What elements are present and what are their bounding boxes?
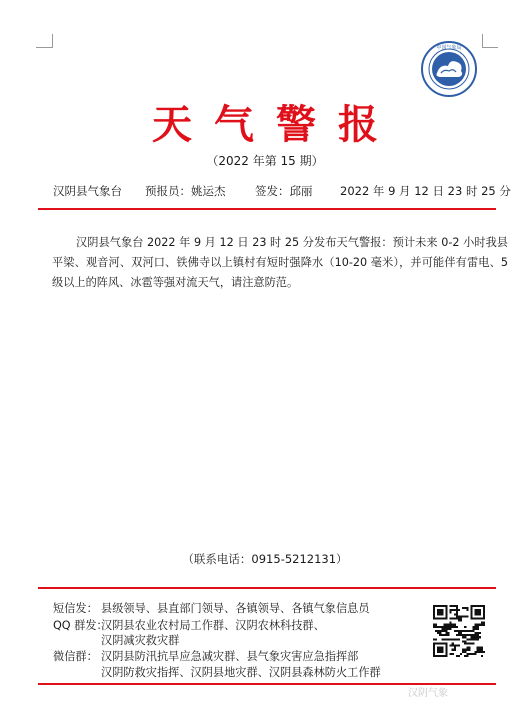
wechat-groups-line1: 汉阴县防汛抗旱应急减灾群、县气象灾害应急指挥部 [101,650,359,663]
cma-logo [420,40,478,98]
sms-recipients: 县级领导、县直部门领导、各镇领导、各镇气象信息员 [101,602,370,615]
issue-datetime: 2022 年 9 月 12 日 23 时 25 分 [340,184,511,198]
station-name: 汉阴县气象台 [53,184,122,198]
issuer: 签发：邱丽 [255,184,313,198]
crop-mark [482,34,483,48]
qr-code-icon [433,605,485,657]
contact-phone: （联系电话：0915-5212131） [182,552,348,566]
sms-label: 短信发： [53,602,98,615]
watermark: 汉阴气象 [408,688,448,699]
page-title: 天气警报 [152,101,400,148]
wechat-groups-line2: 汉阴防救灾指挥、汉阴县地灾群、汉阴县森林防火工作群 [101,666,381,679]
logo-lettering: 中国气象局 [436,45,462,51]
qq-groups-line2: 汉阴减灾救灾群 [101,634,180,647]
forecaster: 预报员：姚运杰 [145,184,226,198]
warning-text: 汉阴县气象台 2022 年 9 月 12 日 23 时 25 分发布天气警报：预计未来 0-2 小时我县平梁、观音河、双河口、铁佛寺以上镇村有短时强降水（10-20 毫米），并可能伴有雷电、5 级以上的阵风、冰雹等强对流天气，请注意防范。 [52,236,508,289]
wechat-label: 微信群： [53,650,98,663]
qq-groups-line1: 汉阴县农业农村局工作群、汉阴农林科技群、 [101,619,325,632]
qq-label: QQ 群发： [53,619,108,632]
crop-mark [36,47,52,48]
header-divider [38,208,496,210]
crop-mark [52,34,53,48]
footer-divider-top [38,587,496,589]
issue-number: （2022 年第 15 期） [206,154,324,168]
crop-mark [482,47,498,48]
